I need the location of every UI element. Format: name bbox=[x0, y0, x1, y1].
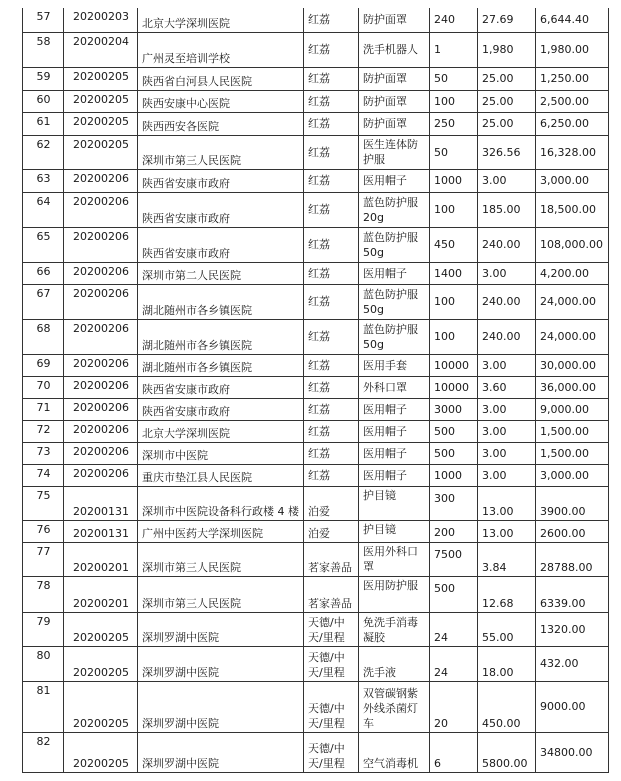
row-brand: 红荔 bbox=[304, 32, 359, 67]
table-body bbox=[23, 8, 609, 772]
row-quantity: 1400 bbox=[430, 262, 478, 284]
row-item: 外科口罩 bbox=[359, 376, 430, 398]
row-total: 3900.00 bbox=[536, 486, 609, 520]
row-date: 20200206 bbox=[64, 398, 138, 420]
row-item: 医用帽子 bbox=[359, 420, 430, 442]
table-row bbox=[23, 8, 609, 32]
row-unit-price: 3.00 bbox=[478, 354, 536, 376]
row-date: 20200204 bbox=[64, 32, 138, 67]
row-brand: 红荔 bbox=[304, 227, 359, 262]
row-number: 58 bbox=[23, 32, 64, 67]
row-item: 医用帽子 bbox=[359, 442, 430, 464]
row-brand: 红荔 bbox=[304, 319, 359, 354]
row-unit-price: 450.00 bbox=[478, 681, 536, 732]
row-total: 2,500.00 bbox=[536, 90, 609, 112]
row-date: 20200206 bbox=[64, 464, 138, 486]
row-number: 82 bbox=[23, 732, 64, 772]
row-recipient: 深圳罗湖中医院 bbox=[138, 732, 304, 772]
table-row bbox=[23, 376, 609, 398]
table-row bbox=[23, 135, 609, 169]
row-brand: 红荔 bbox=[304, 192, 359, 227]
row-item: 蓝色防护服 20g bbox=[359, 192, 430, 227]
row-unit-price: 326.56 bbox=[478, 135, 536, 169]
row-date: 20200201 bbox=[64, 576, 138, 612]
row-date: 20200205 bbox=[64, 646, 138, 681]
row-unit-price: 25.00 bbox=[478, 90, 536, 112]
row-unit-price: 3.00 bbox=[478, 420, 536, 442]
row-date: 20200206 bbox=[64, 192, 138, 227]
table-row bbox=[23, 319, 609, 354]
table-row bbox=[23, 67, 609, 90]
row-item: 护目镜 bbox=[359, 486, 430, 520]
row-quantity: 100 bbox=[430, 284, 478, 319]
row-recipient: 重庆市垫江县人民医院 bbox=[138, 464, 304, 486]
row-unit-price: 3.00 bbox=[478, 442, 536, 464]
row-total: 6339.00 bbox=[536, 576, 609, 612]
row-recipient: 北京大学深圳医院 bbox=[138, 420, 304, 442]
row-total: 9,000.00 bbox=[536, 398, 609, 420]
row-brand: 红荔 bbox=[304, 284, 359, 319]
row-brand: 红荔 bbox=[304, 169, 359, 192]
row-number: 59 bbox=[23, 67, 64, 90]
row-unit-price: 27.69 bbox=[478, 8, 536, 32]
row-brand: 泊爱 bbox=[304, 486, 359, 520]
row-item: 医用帽子 bbox=[359, 262, 430, 284]
row-date: 20200205 bbox=[64, 112, 138, 135]
row-brand: 红荔 bbox=[304, 112, 359, 135]
row-brand: 红荔 bbox=[304, 442, 359, 464]
table-row bbox=[23, 398, 609, 420]
row-unit-price: 3.00 bbox=[478, 398, 536, 420]
table-row bbox=[23, 576, 609, 612]
row-unit-price: 3.00 bbox=[478, 169, 536, 192]
row-brand: 茗家善品 bbox=[304, 542, 359, 576]
row-recipient: 陕西省安康市政府 bbox=[138, 169, 304, 192]
row-recipient: 陕西省安康市政府 bbox=[138, 398, 304, 420]
row-total: 30,000.00 bbox=[536, 354, 609, 376]
row-unit-price: 240.00 bbox=[478, 319, 536, 354]
row-unit-price: 3.00 bbox=[478, 262, 536, 284]
row-recipient: 深圳市中医院设备科行政楼 4 楼 bbox=[138, 486, 304, 520]
row-number: 73 bbox=[23, 442, 64, 464]
table-row bbox=[23, 354, 609, 376]
row-unit-price: 13.00 bbox=[478, 520, 536, 542]
row-number: 81 bbox=[23, 681, 64, 732]
row-total: 1320.00 bbox=[536, 612, 609, 646]
row-recipient: 陕西安康中心医院 bbox=[138, 90, 304, 112]
row-brand: 天德/中天/里程 bbox=[304, 646, 359, 681]
row-quantity: 100 bbox=[430, 319, 478, 354]
row-unit-price: 18.00 bbox=[478, 646, 536, 681]
row-recipient: 陕西省安康市政府 bbox=[138, 376, 304, 398]
row-date: 20200206 bbox=[64, 376, 138, 398]
row-item: 防护面罩 bbox=[359, 90, 430, 112]
row-brand: 天德/中天/里程 bbox=[304, 732, 359, 772]
row-recipient: 陕西省安康市政府 bbox=[138, 192, 304, 227]
row-date: 20200206 bbox=[64, 169, 138, 192]
row-date: 20200205 bbox=[64, 135, 138, 169]
row-brand: 红荔 bbox=[304, 67, 359, 90]
row-number: 80 bbox=[23, 646, 64, 681]
row-unit-price: 5800.00 bbox=[478, 732, 536, 772]
row-number: 57 bbox=[23, 8, 64, 32]
row-date: 20200131 bbox=[64, 520, 138, 542]
row-quantity: 500 bbox=[430, 420, 478, 442]
row-recipient: 深圳罗湖中医院 bbox=[138, 646, 304, 681]
row-brand: 红荔 bbox=[304, 8, 359, 32]
row-brand: 红荔 bbox=[304, 135, 359, 169]
table-row bbox=[23, 542, 609, 576]
row-brand: 红荔 bbox=[304, 398, 359, 420]
row-quantity: 6 bbox=[430, 732, 478, 772]
row-quantity: 50 bbox=[430, 67, 478, 90]
row-number: 75 bbox=[23, 486, 64, 520]
table-row bbox=[23, 646, 609, 681]
row-brand: 红荔 bbox=[304, 420, 359, 442]
row-unit-price: 25.00 bbox=[478, 67, 536, 90]
row-total: 28788.00 bbox=[536, 542, 609, 576]
row-date: 20200206 bbox=[64, 284, 138, 319]
row-date: 20200201 bbox=[64, 542, 138, 576]
row-total: 4,200.00 bbox=[536, 262, 609, 284]
row-recipient: 湖北随州市各乡镇医院 bbox=[138, 319, 304, 354]
row-quantity: 20 bbox=[430, 681, 478, 732]
row-item: 空气消毒机 bbox=[359, 732, 430, 772]
row-item: 免洗手消毒凝胶 bbox=[359, 612, 430, 646]
row-total: 432.00 bbox=[536, 646, 609, 681]
table-row bbox=[23, 192, 609, 227]
row-total: 24,000.00 bbox=[536, 284, 609, 319]
row-total: 34800.00 bbox=[536, 732, 609, 772]
row-date: 20200206 bbox=[64, 319, 138, 354]
row-number: 68 bbox=[23, 319, 64, 354]
row-unit-price: 25.00 bbox=[478, 112, 536, 135]
row-recipient: 深圳市中医院 bbox=[138, 442, 304, 464]
row-date: 20200205 bbox=[64, 681, 138, 732]
table-row bbox=[23, 681, 609, 732]
row-quantity: 450 bbox=[430, 227, 478, 262]
row-recipient: 北京大学深圳医院 bbox=[138, 8, 304, 32]
table-row bbox=[23, 612, 609, 646]
row-total: 2600.00 bbox=[536, 520, 609, 542]
row-recipient: 陕西西安各医院 bbox=[138, 112, 304, 135]
row-number: 70 bbox=[23, 376, 64, 398]
row-quantity: 250 bbox=[430, 112, 478, 135]
table-row bbox=[23, 520, 609, 542]
row-number: 62 bbox=[23, 135, 64, 169]
row-item: 医用手套 bbox=[359, 354, 430, 376]
row-item: 医用帽子 bbox=[359, 169, 430, 192]
row-recipient: 深圳市第二人民医院 bbox=[138, 262, 304, 284]
row-item: 医用帽子 bbox=[359, 464, 430, 486]
row-date: 20200206 bbox=[64, 420, 138, 442]
row-unit-price: 12.68 bbox=[478, 576, 536, 612]
row-item: 洗手液 bbox=[359, 646, 430, 681]
row-total: 1,500.00 bbox=[536, 442, 609, 464]
row-number: 66 bbox=[23, 262, 64, 284]
row-recipient: 深圳市第三人民医院 bbox=[138, 576, 304, 612]
row-brand: 红荔 bbox=[304, 354, 359, 376]
row-unit-price: 55.00 bbox=[478, 612, 536, 646]
row-total: 1,980.00 bbox=[536, 32, 609, 67]
row-brand: 红荔 bbox=[304, 376, 359, 398]
row-recipient: 广州中医药大学深圳医院 bbox=[138, 520, 304, 542]
row-recipient: 陕西省白河县人民医院 bbox=[138, 67, 304, 90]
row-number: 65 bbox=[23, 227, 64, 262]
row-recipient: 湖北随州市各乡镇医院 bbox=[138, 284, 304, 319]
row-total: 6,250.00 bbox=[536, 112, 609, 135]
row-brand: 茗家善品 bbox=[304, 576, 359, 612]
row-date: 20200131 bbox=[64, 486, 138, 520]
row-number: 71 bbox=[23, 398, 64, 420]
row-quantity: 24 bbox=[430, 646, 478, 681]
row-quantity: 240 bbox=[430, 8, 478, 32]
row-quantity: 1000 bbox=[430, 169, 478, 192]
row-brand: 泊爱 bbox=[304, 520, 359, 542]
table-row bbox=[23, 227, 609, 262]
row-quantity: 1000 bbox=[430, 464, 478, 486]
row-total: 24,000.00 bbox=[536, 319, 609, 354]
row-total: 3,000.00 bbox=[536, 464, 609, 486]
row-quantity: 500 bbox=[430, 576, 478, 612]
row-item: 医用外科口罩 bbox=[359, 542, 430, 576]
row-unit-price: 3.84 bbox=[478, 542, 536, 576]
row-unit-price: 13.00 bbox=[478, 486, 536, 520]
donation-table bbox=[22, 8, 609, 773]
row-number: 76 bbox=[23, 520, 64, 542]
row-item: 洗手机器人 bbox=[359, 32, 430, 67]
row-date: 20200206 bbox=[64, 354, 138, 376]
row-number: 69 bbox=[23, 354, 64, 376]
row-total: 6,644.40 bbox=[536, 8, 609, 32]
row-number: 79 bbox=[23, 612, 64, 646]
row-brand: 红荔 bbox=[304, 464, 359, 486]
row-number: 78 bbox=[23, 576, 64, 612]
row-number: 77 bbox=[23, 542, 64, 576]
row-brand: 天德/中天/里程 bbox=[304, 681, 359, 732]
row-date: 20200205 bbox=[64, 90, 138, 112]
row-number: 60 bbox=[23, 90, 64, 112]
row-date: 20200206 bbox=[64, 227, 138, 262]
table-row bbox=[23, 464, 609, 486]
row-unit-price: 185.00 bbox=[478, 192, 536, 227]
row-item: 防护面罩 bbox=[359, 8, 430, 32]
row-total: 1,250.00 bbox=[536, 67, 609, 90]
row-recipient: 广州灵至培训学校 bbox=[138, 32, 304, 67]
row-brand: 天德/中天/里程 bbox=[304, 612, 359, 646]
table-row bbox=[23, 284, 609, 319]
row-quantity: 100 bbox=[430, 192, 478, 227]
row-date: 20200206 bbox=[64, 442, 138, 464]
row-brand: 红荔 bbox=[304, 262, 359, 284]
table-row bbox=[23, 732, 609, 772]
row-recipient: 深圳罗湖中医院 bbox=[138, 681, 304, 732]
row-quantity: 300 bbox=[430, 486, 478, 520]
row-total: 1,500.00 bbox=[536, 420, 609, 442]
table-row bbox=[23, 112, 609, 135]
row-quantity: 7500 bbox=[430, 542, 478, 576]
row-date: 20200205 bbox=[64, 732, 138, 772]
row-number: 74 bbox=[23, 464, 64, 486]
row-recipient: 深圳市第三人民医院 bbox=[138, 542, 304, 576]
row-brand: 红荔 bbox=[304, 90, 359, 112]
table-row bbox=[23, 442, 609, 464]
row-number: 67 bbox=[23, 284, 64, 319]
row-item: 医用帽子 bbox=[359, 398, 430, 420]
row-total: 108,000.00 bbox=[536, 227, 609, 262]
row-total: 16,328.00 bbox=[536, 135, 609, 169]
row-total: 3,000.00 bbox=[536, 169, 609, 192]
row-item: 蓝色防护服 50g bbox=[359, 227, 430, 262]
row-quantity: 200 bbox=[430, 520, 478, 542]
row-number: 72 bbox=[23, 420, 64, 442]
row-recipient: 湖北随州市各乡镇医院 bbox=[138, 354, 304, 376]
row-total: 36,000.00 bbox=[536, 376, 609, 398]
row-item: 防护面罩 bbox=[359, 112, 430, 135]
row-unit-price: 240.00 bbox=[478, 284, 536, 319]
table-row bbox=[23, 420, 609, 442]
table-row bbox=[23, 169, 609, 192]
table-row bbox=[23, 90, 609, 112]
row-number: 64 bbox=[23, 192, 64, 227]
row-unit-price: 3.60 bbox=[478, 376, 536, 398]
row-item: 蓝色防护服 50g bbox=[359, 284, 430, 319]
row-number: 61 bbox=[23, 112, 64, 135]
row-item: 蓝色防护服 50g bbox=[359, 319, 430, 354]
table-row bbox=[23, 262, 609, 284]
row-total: 9000.00 bbox=[536, 681, 609, 732]
row-recipient: 陕西省安康市政府 bbox=[138, 227, 304, 262]
row-recipient: 深圳市第三人民医院 bbox=[138, 135, 304, 169]
row-item: 医生连体防护服 bbox=[359, 135, 430, 169]
row-date: 20200206 bbox=[64, 262, 138, 284]
table-row bbox=[23, 486, 609, 520]
row-quantity: 10000 bbox=[430, 354, 478, 376]
row-date: 20200205 bbox=[64, 67, 138, 90]
row-item: 医用防护服 bbox=[359, 576, 430, 612]
row-number: 63 bbox=[23, 169, 64, 192]
row-quantity: 100 bbox=[430, 90, 478, 112]
table-row bbox=[23, 32, 609, 67]
row-quantity: 3000 bbox=[430, 398, 478, 420]
row-unit-price: 3.00 bbox=[478, 464, 536, 486]
row-recipient: 深圳罗湖中医院 bbox=[138, 612, 304, 646]
row-unit-price: 240.00 bbox=[478, 227, 536, 262]
row-quantity: 500 bbox=[430, 442, 478, 464]
row-date: 20200205 bbox=[64, 612, 138, 646]
row-date: 20200203 bbox=[64, 8, 138, 32]
row-unit-price: 1,980 bbox=[478, 32, 536, 67]
row-item: 防护面罩 bbox=[359, 67, 430, 90]
row-item: 护目镜 bbox=[359, 520, 430, 542]
row-total: 18,500.00 bbox=[536, 192, 609, 227]
row-quantity: 50 bbox=[430, 135, 478, 169]
row-quantity: 24 bbox=[430, 612, 478, 646]
row-quantity: 10000 bbox=[430, 376, 478, 398]
row-quantity: 1 bbox=[430, 32, 478, 67]
row-item: 双管碳钢紫外线杀菌灯车 bbox=[359, 681, 430, 732]
